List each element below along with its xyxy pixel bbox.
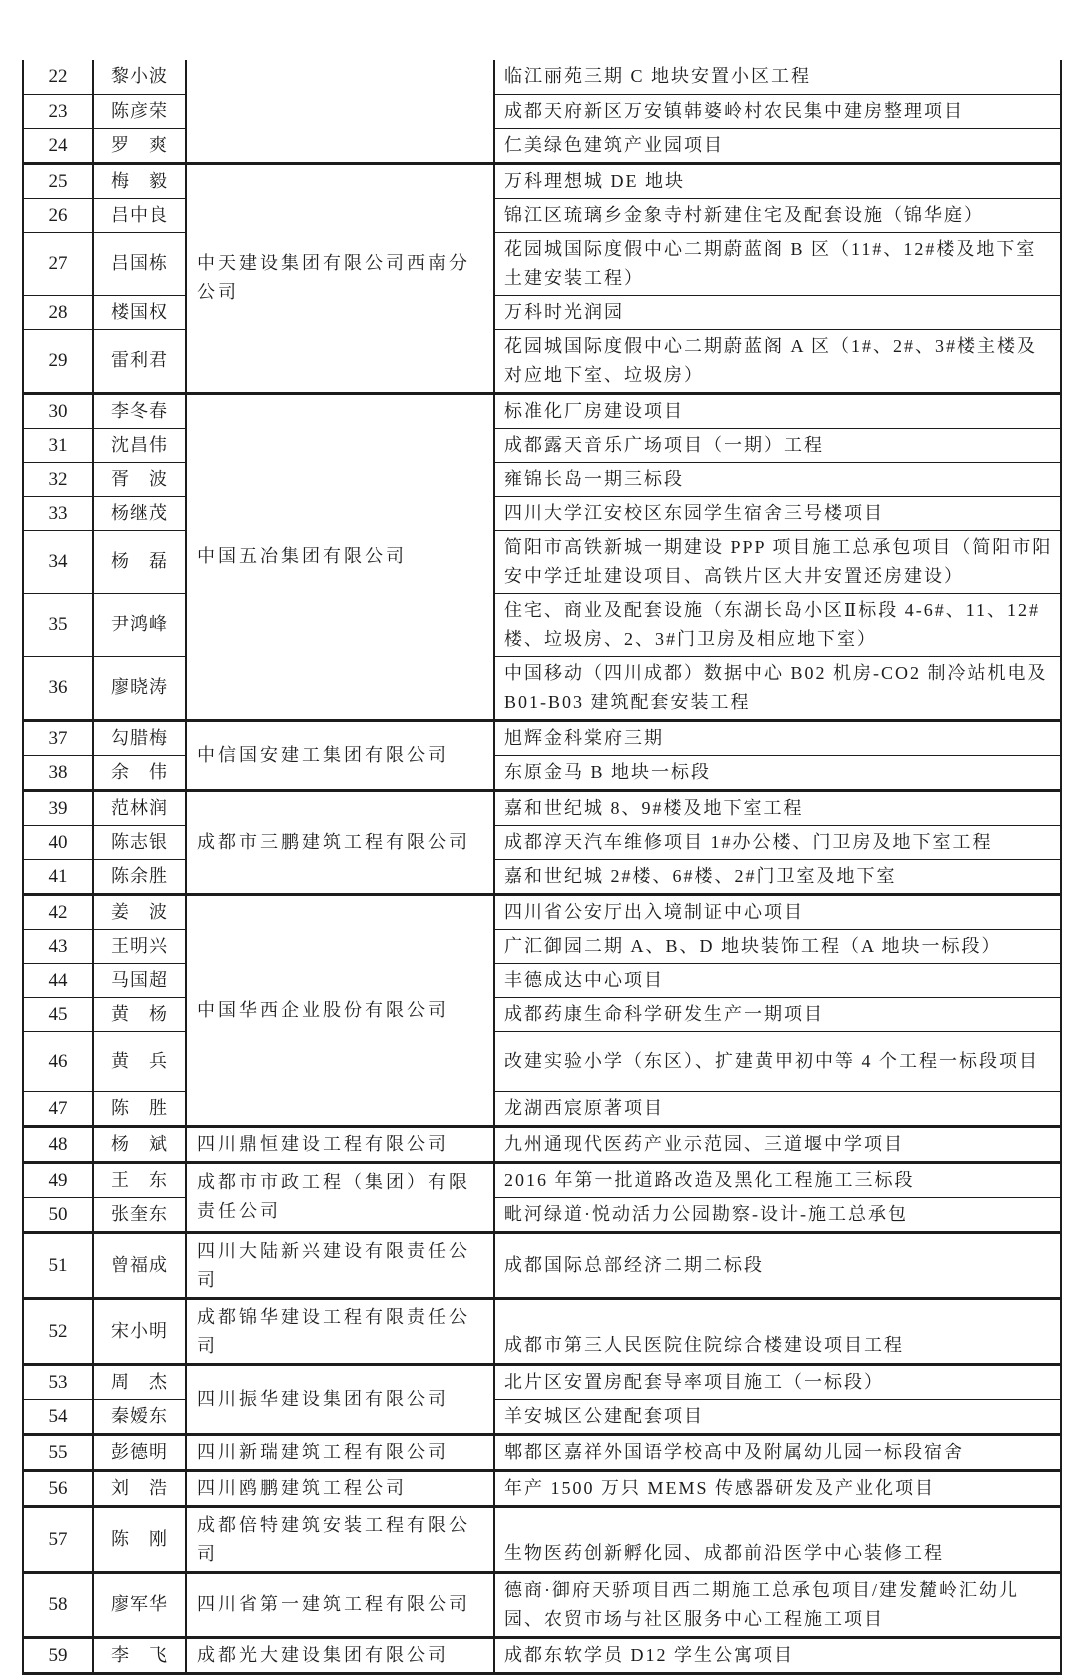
person-name-cell: 李 飞: [93, 1637, 186, 1673]
person-name-cell: 曾福成: [93, 1232, 186, 1298]
table-row: [23, 163, 1061, 198]
serial-number-cell: 57: [23, 1506, 93, 1572]
table-row: [23, 1572, 1061, 1637]
serial-number-cell: 56: [23, 1470, 93, 1506]
project-name-cell: 四川大学江安校区东园学生宿舍三号楼项目: [494, 496, 1061, 530]
table-row: [23, 593, 1061, 656]
person-name-cell: 陈志银: [93, 825, 186, 859]
project-name-cell: 九州通现代医药产业示范园、三道堰中学项目: [494, 1126, 1061, 1162]
project-name-cell: 毗河绿道·悦动活力公园勘察-设计-施工总承包: [494, 1197, 1061, 1232]
person-name-cell: 杨 磊: [93, 530, 186, 593]
project-name-cell: 改建实验小学（东区）、扩建黄甲初中等 4 个工程一标段项目: [494, 1031, 1061, 1091]
person-name-cell: 陈余胜: [93, 859, 186, 894]
project-name-cell: 成都东软学员 D12 学生公寓项目: [494, 1637, 1061, 1673]
project-name-cell: 旭辉金科棠府三期: [494, 720, 1061, 755]
serial-number-cell: 45: [23, 997, 93, 1031]
serial-number-cell: 52: [23, 1298, 93, 1364]
person-name-cell: 沈昌伟: [93, 428, 186, 462]
project-name-cell: 羊安城区公建配套项目: [494, 1399, 1061, 1434]
table-row: [23, 1232, 1061, 1298]
project-name-cell: 成都露天音乐广场项目（一期）工程: [494, 428, 1061, 462]
table-row: [23, 393, 1061, 428]
person-name-cell: 宋小明: [93, 1298, 186, 1364]
table-row: [23, 859, 1061, 894]
serial-number-cell: 42: [23, 894, 93, 929]
serial-number-cell: 47: [23, 1091, 93, 1126]
table-row: [23, 1506, 1061, 1572]
project-name-cell: 雍锦长岛一期三标段: [494, 462, 1061, 496]
serial-number-cell: 38: [23, 755, 93, 790]
table-row: [23, 1364, 1061, 1399]
person-name-cell: 张奎东: [93, 1197, 186, 1232]
table-row: [23, 1162, 1061, 1197]
serial-number-cell: 28: [23, 295, 93, 329]
company-name-cell: 四川省第一建筑工程有限公司: [186, 1572, 494, 1637]
company-name-cell: 成都光大建设集团有限公司: [186, 1637, 494, 1673]
table-row: [23, 94, 1061, 128]
serial-number-cell: 46: [23, 1031, 93, 1091]
project-name-cell: 仁美绿色建筑产业园项目: [494, 128, 1061, 163]
serial-number-cell: 32: [23, 462, 93, 496]
company-name-cell: 四川鼎恒建设工程有限公司: [186, 1126, 494, 1162]
table-row: [23, 929, 1061, 963]
table-row: [23, 1434, 1061, 1470]
serial-number-cell: 58: [23, 1572, 93, 1637]
company-name-cell: 四川振华建设集团有限公司: [186, 1364, 494, 1434]
person-name-cell: 廖军华: [93, 1572, 186, 1637]
project-name-cell: 龙湖西宸原著项目: [494, 1091, 1061, 1126]
person-name-cell: 杨 斌: [93, 1126, 186, 1162]
person-name-cell: 李冬春: [93, 393, 186, 428]
project-name-cell: 成都药康生命科学研发生产一期项目: [494, 997, 1061, 1031]
company-name-cell: 四川鸥鹏建筑工程公司: [186, 1470, 494, 1506]
serial-number-cell: 41: [23, 859, 93, 894]
table-row: [23, 963, 1061, 997]
project-name-cell: 简阳市高铁新城一期建设 PPP 项目施工总承包项目（简阳市阳安中学迁址建设项目、高铁片区大井安置还房建设）: [494, 530, 1061, 593]
serial-number-cell: 29: [23, 329, 93, 393]
project-name-cell: 四川省公安厅出入境制证中心项目: [494, 894, 1061, 929]
company-name-cell: 成都锦华建设工程有限责任公司: [186, 1298, 494, 1364]
project-name-cell: 万科时光润园: [494, 295, 1061, 329]
table-row: [23, 232, 1061, 295]
person-name-cell: 罗 爽: [93, 128, 186, 163]
serial-number-cell: 26: [23, 198, 93, 232]
person-name-cell: 周 杰: [93, 1364, 186, 1399]
project-name-cell: 临江丽苑三期 C 地块安置小区工程: [494, 60, 1061, 94]
serial-number-cell: 33: [23, 496, 93, 530]
company-name-cell: 中天建设集团有限公司西南分公司: [186, 163, 494, 393]
project-name-cell: 嘉和世纪城 8、9#楼及地下室工程: [494, 790, 1061, 825]
project-name-cell: 广汇御园二期 A、B、D 地块装饰工程（A 地块一标段）: [494, 929, 1061, 963]
project-name-cell: 生物医药创新孵化园、成都前沿医学中心装修工程: [494, 1506, 1061, 1572]
person-name-cell: 吕中良: [93, 198, 186, 232]
serial-number-cell: 44: [23, 963, 93, 997]
table-row: [23, 1298, 1061, 1364]
serial-number-cell: 51: [23, 1232, 93, 1298]
project-name-cell: 花园城国际度假中心二期蔚蓝阁 B 区（11#、12#楼及地下室土建安装工程）: [494, 232, 1061, 295]
project-name-cell: 成都国际总部经济二期二标段: [494, 1232, 1061, 1298]
person-name-cell: 陈彦荣: [93, 94, 186, 128]
person-name-cell: 楼国权: [93, 295, 186, 329]
table-row: [23, 462, 1061, 496]
project-name-cell: 2016 年第一批道路改造及黑化工程施工三标段: [494, 1162, 1061, 1197]
person-name-cell: 黄 兵: [93, 1031, 186, 1091]
company-name-cell: 中信国安建工集团有限公司: [186, 720, 494, 790]
project-name-cell: 标准化厂房建设项目: [494, 393, 1061, 428]
table-row: [23, 656, 1061, 720]
person-name-cell: 勾腊梅: [93, 720, 186, 755]
project-name-cell: 郫都区嘉祥外国语学校高中及附属幼儿园一标段宿舍: [494, 1434, 1061, 1470]
person-name-cell: 范林润: [93, 790, 186, 825]
table-row: [23, 329, 1061, 393]
person-name-cell: 黄 杨: [93, 997, 186, 1031]
table-row: [23, 720, 1061, 755]
project-name-cell: 年产 1500 万只 MEMS 传感器研发及产业化项目: [494, 1470, 1061, 1506]
document-sheet: [22, 60, 1060, 1675]
table-body: [23, 60, 1061, 1673]
company-name-cell: 中国五冶集团有限公司: [186, 393, 494, 720]
serial-number-cell: 43: [23, 929, 93, 963]
person-name-cell: 尹鸿峰: [93, 593, 186, 656]
serial-number-cell: 35: [23, 593, 93, 656]
person-name-cell: 马国超: [93, 963, 186, 997]
serial-number-cell: 34: [23, 530, 93, 593]
table-row: [23, 60, 1061, 94]
table-row: [23, 790, 1061, 825]
serial-number-cell: 25: [23, 163, 93, 198]
project-name-cell: 北片区安置房配套导率项目施工（一标段）: [494, 1364, 1061, 1399]
person-name-cell: 黎小波: [93, 60, 186, 94]
company-name-cell: 成都倍特建筑安装工程有限公司: [186, 1506, 494, 1572]
table-row: [23, 198, 1061, 232]
table-row: [23, 496, 1061, 530]
serial-number-cell: 50: [23, 1197, 93, 1232]
table-row: [23, 1091, 1061, 1126]
project-name-cell: 住宅、商业及配套设施（东湖长岛小区Ⅱ标段 4-6#、11、12#楼、垃圾房、2、3#门卫房及相应地下室）: [494, 593, 1061, 656]
company-name-cell: 中国华西企业股份有限公司: [186, 894, 494, 1126]
project-name-cell: 德商·御府天骄项目西二期施工总承包项目/建发麓岭汇幼儿园、农贸市场与社区服务中心工程施工项目: [494, 1572, 1061, 1637]
serial-number-cell: 31: [23, 428, 93, 462]
person-name-cell: 雷利君: [93, 329, 186, 393]
company-name-cell: 四川大陆新兴建设有限责任公司: [186, 1232, 494, 1298]
project-name-cell: 花园城国际度假中心二期蔚蓝阁 A 区（1#、2#、3#楼主楼及对应地下室、垃圾房）: [494, 329, 1061, 393]
table-row: [23, 997, 1061, 1031]
table-row: [23, 755, 1061, 790]
table-row: [23, 1470, 1061, 1506]
table-row: [23, 128, 1061, 163]
serial-number-cell: 24: [23, 128, 93, 163]
person-name-cell: 余 伟: [93, 755, 186, 790]
person-name-cell: 廖晓涛: [93, 656, 186, 720]
project-name-cell: 成都天府新区万安镇韩婆岭村农民集中建房整理项目: [494, 94, 1061, 128]
person-name-cell: 王 东: [93, 1162, 186, 1197]
serial-number-cell: 22: [23, 60, 93, 94]
table-row: [23, 825, 1061, 859]
serial-number-cell: 36: [23, 656, 93, 720]
project-name-cell: 东原金马 B 地块一标段: [494, 755, 1061, 790]
table-row: [23, 1637, 1061, 1673]
serial-number-cell: 48: [23, 1126, 93, 1162]
serial-number-cell: 53: [23, 1364, 93, 1399]
person-name-cell: 刘 浩: [93, 1470, 186, 1506]
personnel-project-table: [22, 60, 1062, 1675]
table-row: [23, 295, 1061, 329]
project-name-cell: 嘉和世纪城 2#楼、6#楼、2#门卫室及地下室: [494, 859, 1061, 894]
company-name-cell: 成都市三鹏建筑工程有限公司: [186, 790, 494, 894]
serial-number-cell: 40: [23, 825, 93, 859]
person-name-cell: 胥 波: [93, 462, 186, 496]
table-row: [23, 530, 1061, 593]
serial-number-cell: 23: [23, 94, 93, 128]
person-name-cell: 陈 刚: [93, 1506, 186, 1572]
table-row: [23, 428, 1061, 462]
serial-number-cell: 59: [23, 1637, 93, 1673]
project-name-cell: 丰德成达中心项目: [494, 963, 1061, 997]
company-name-cell: 成都市市政工程（集团）有限责任公司: [186, 1162, 494, 1232]
project-name-cell: 锦江区琉璃乡金象寺村新建住宅及配套设施（锦华庭）: [494, 198, 1061, 232]
company-name-cell: 四川新瑞建筑工程有限公司: [186, 1434, 494, 1470]
serial-number-cell: 49: [23, 1162, 93, 1197]
project-name-cell: 成都市第三人民医院住院综合楼建设项目工程: [494, 1298, 1061, 1364]
table-row: [23, 894, 1061, 929]
person-name-cell: 姜 波: [93, 894, 186, 929]
person-name-cell: 彭德明: [93, 1434, 186, 1470]
table-row: [23, 1126, 1061, 1162]
project-name-cell: 中国移动（四川成都）数据中心 B02 机房-CO2 制冷站机电及 B01-B03 建筑配套安装工程: [494, 656, 1061, 720]
table-row: [23, 1031, 1061, 1091]
person-name-cell: 王明兴: [93, 929, 186, 963]
serial-number-cell: 30: [23, 393, 93, 428]
person-name-cell: 杨继茂: [93, 496, 186, 530]
person-name-cell: 梅 毅: [93, 163, 186, 198]
person-name-cell: 秦嫒东: [93, 1399, 186, 1434]
serial-number-cell: 54: [23, 1399, 93, 1434]
person-name-cell: 陈 胜: [93, 1091, 186, 1126]
table-row: [23, 1399, 1061, 1434]
serial-number-cell: 39: [23, 790, 93, 825]
serial-number-cell: 55: [23, 1434, 93, 1470]
table-row: [23, 1197, 1061, 1232]
company-name-cell: [186, 60, 494, 163]
project-name-cell: 万科理想城 DE 地块: [494, 163, 1061, 198]
serial-number-cell: 27: [23, 232, 93, 295]
serial-number-cell: 37: [23, 720, 93, 755]
person-name-cell: 吕国栋: [93, 232, 186, 295]
project-name-cell: 成都淳天汽车维修项目 1#办公楼、门卫房及地下室工程: [494, 825, 1061, 859]
